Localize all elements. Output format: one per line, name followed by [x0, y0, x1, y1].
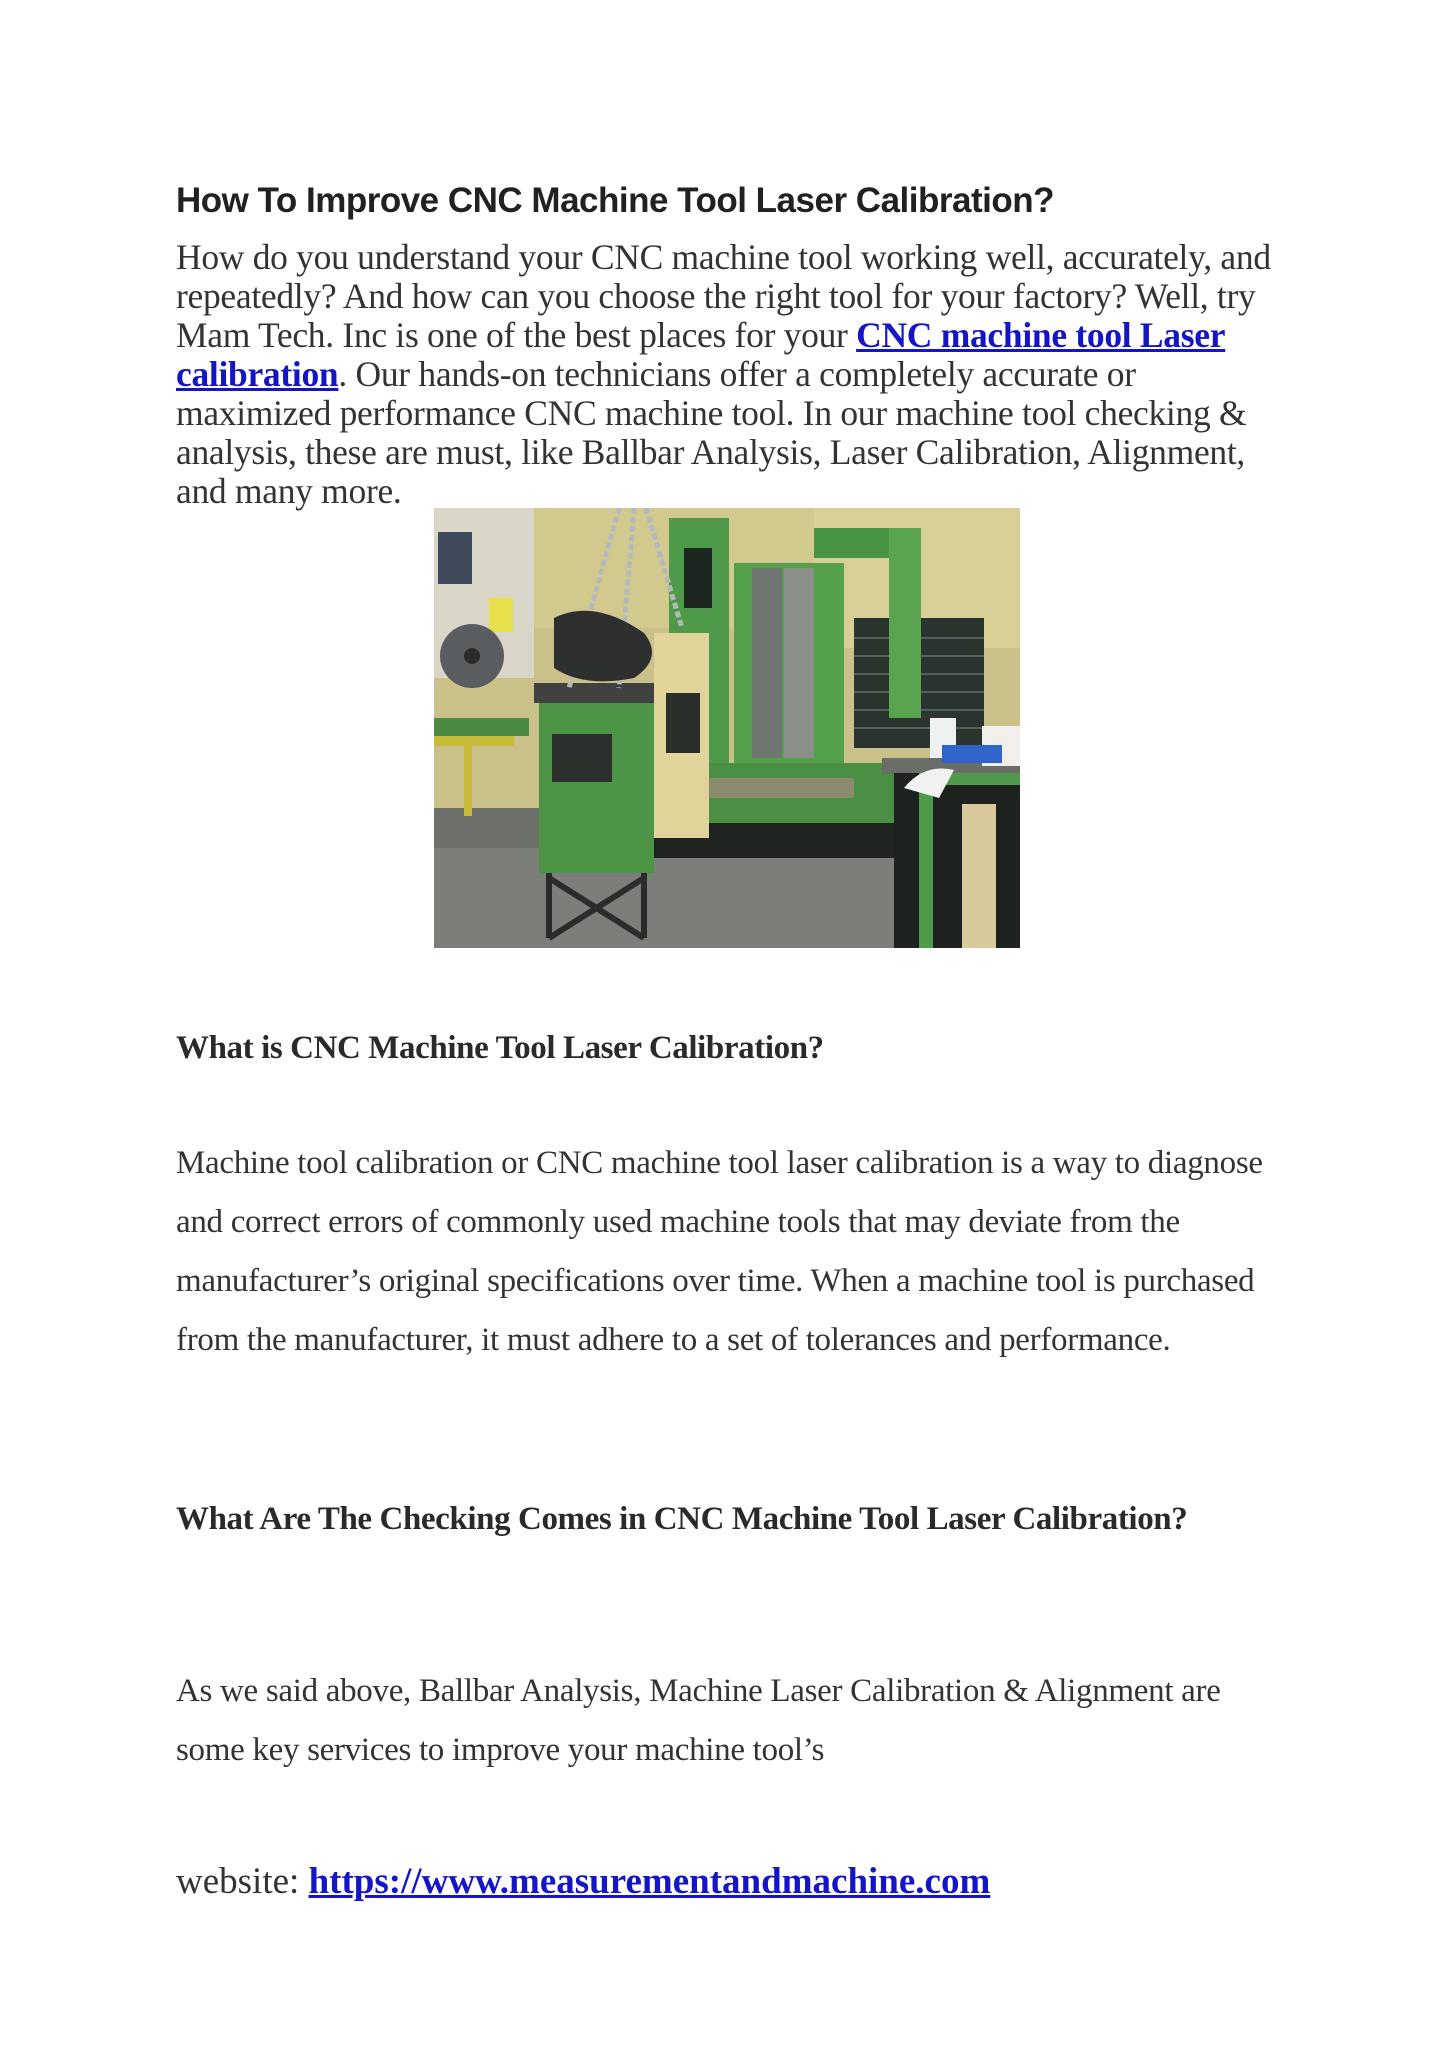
cnc-machine-photo: [434, 508, 1020, 948]
section-body-checking: As we said above, Ballbar Analysis, Machine Laser Calibration & Alignment are some key services to improve your machine tool’s: [176, 1673, 1221, 1768]
intro-paragraph: [176, 238, 1296, 511]
website-label: website:: [176, 1861, 309, 1902]
machine-photo-illustration: [434, 508, 1020, 948]
cnc-calibration-link[interactable]: CNC machine tool Laser calibration: [176, 315, 1226, 394]
section-body-what-is: Machine tool calibration or CNC machine tool laser calibration is a way to diagnose and correct errors of commonly used machine tools that may deviate from the manufacturer’s original specifications over time. When a machine tool is purchased from the manufacturer, it must adhere to a set of tolerances and performance.: [176, 1145, 1263, 1358]
intro-text-before-link: How do you understand your CNC machine tool working well, accurately, and repeatedly? And how can you choose the right tool for your factory? Well, try Mam Tech. Inc is one of the best places for your: [176, 237, 1271, 355]
page-title: How To Improve CNC Machine Tool Laser Calibration?: [176, 181, 1054, 220]
section-heading-checking: What Are The Checking Comes in CNC Machine Tool Laser Calibration?: [176, 1501, 1188, 1537]
section-heading-what-is: What is CNC Machine Tool Laser Calibration?: [176, 1030, 824, 1066]
website-line: [176, 1858, 1296, 1906]
intro-text-after-link: . Our hands-on technicians offer a completely accurate or maximized performance CNC machine tool. In our machine tool checking & analysis, these are must, like Ballbar Analysis, Laser Calibration, Alignment, and many more.: [176, 354, 1247, 511]
website-link[interactable]: https://www.measurementandmachine.com: [308, 1861, 991, 1902]
